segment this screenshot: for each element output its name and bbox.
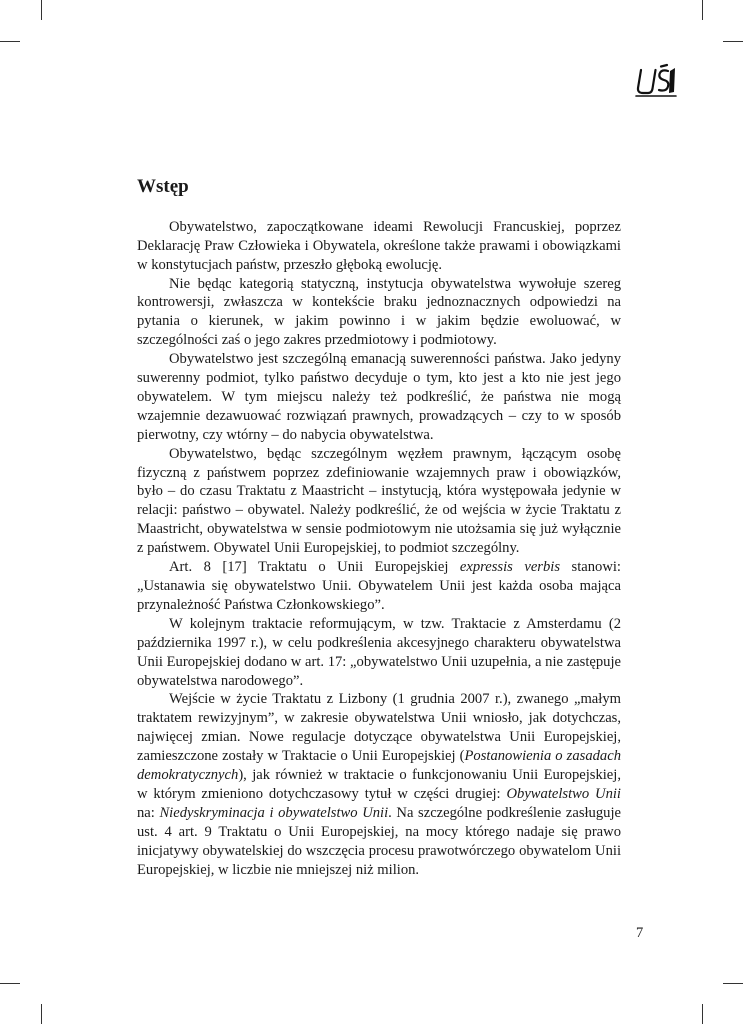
paragraph [137,615,621,691]
crop-mark [702,1004,703,1024]
paragraph [137,445,621,558]
crop-mark [0,41,20,42]
text-run: stanowi: „Ustanawia się obywatelstwo Unii. Obywatelem Unii jest każda osoba mająca przynależność Państwa Członkowskiego”. [137,559,621,613]
paragraph [137,350,621,445]
paragraph [137,558,621,615]
text-run: na: [137,804,160,821]
page-content [137,176,621,880]
crop-mark [41,0,42,20]
italic-text: Postanowienia o zasadach demokratycznych [137,748,621,784]
text-run: Obywatelstwo jest szczególną emanacją suwerenności państwa. Jako jedyny suwerenny podmiot, tylko państwo decyduje o tym, kto jest a kto nie jest jego obywatelem. W tym miejscu należy też podkreślić, że państwa nie mogą wzajemnie dezawuować rozwiązań prawnych, prowadzących – czy to w sposób pierwotny, czy wtórny – do nabycia obywatelstwa. [137,351,621,443]
text-run: ), jak również w traktacie o funkcjonowaniu Unii Europejskiej, w którym zmieniono dotychczasowy tytuł w części drugiej: [137,767,621,802]
crop-mark [702,0,703,20]
text-run: Obywatelstwo, zapoczątkowane ideami Rewolucji Francuskiej, poprzez Deklarację Praw Człowieka i Obywatela, określone także prawami i obowiązkami w konstytucjach państw, przeszło głęboką ewolucję. [137,218,621,273]
italic-text: Obywatelstwo Unii [506,785,621,802]
paragraph [137,275,621,351]
italic-text: expressis verbis [459,559,561,576]
text-run: . Na szczególne podkreślenie zasługuje ust. 4 art. 9 Traktatu o Unii Europejskiej, na mocy którego nadaje się prawo inicjatywy obywatelskiej do wszczęcia procesu prawotwórczego obywatelom Unii Europejskiej, w liczbie nie mniejszej niż milion. [137,804,621,878]
crop-mark [723,41,743,42]
body-text [137,218,621,880]
text-run: Nie będąc kategorią statyczną, instytucja obywatelstwa wywołuje szereg kontrowersji, zwłaszcza w kontekście braku jednoznacznych odpowiedzi na pytania o kierunek, w jakim powinno i w jakim będzie ewoluować, w szczególności zaś o jego zakres przedmiotowy i podmiotowy. [137,275,621,349]
italic-text: Niedyskryminacja i obywatelstwo Unii [159,804,389,821]
text-run: Art. 8 [17] Traktatu o Unii Europejskiej [169,559,460,576]
crop-mark [41,1004,42,1024]
paragraph [137,690,621,879]
text-run: Wejście w życie Traktatu z Lizbony (1 grudnia 2007 r.), zwanego „małym traktatem rewizyjnym”, w zakresie obywatelstwa Unii wniosło, jak dotychczas, najwięcej zmian. Nowe regulacje dotyczące obywatelstwa Unii Europejskiej, zamieszczone zostały w Traktacie o Unii Europejskiej ( [137,691,621,765]
university-logo [634,62,678,98]
section-title: Wstęp [137,176,189,197]
crop-mark [0,983,20,984]
crop-mark [723,983,743,984]
page-number: 7 [636,925,644,941]
paragraph [137,218,621,275]
text-run: W kolejnym traktacie reformującym, w tzw. Traktacie z Amsterdamu (2 października 1997 r.), w celu podkreślenia akcesyjnego charakteru obywatelstwa Unii Europejskiej dodano w art. 17: „obywatelstwo Unii uzupełnia, a nie zastępuje obywatelstwa narodowego”. [137,615,621,689]
text-run: Obywatelstwo, będąc szczególnym węzłem prawnym, łączącym osobę fizyczną z państwem poprzez zdefiniowanie wzajemnych praw i obowiązków, było – do czasu Traktatu z Maastricht – instytucją, która występowała jedynie w relacji: państwo – obywatel. Należy podkreślić, że od wejścia w życie Traktatu z Maastricht, obywatelstwa w sensie podmiotowym nie utożsamia się już wyłącznie z państwem. Obywatel Unii Europejskiej, to podmiot szczególny. [137,445,621,557]
